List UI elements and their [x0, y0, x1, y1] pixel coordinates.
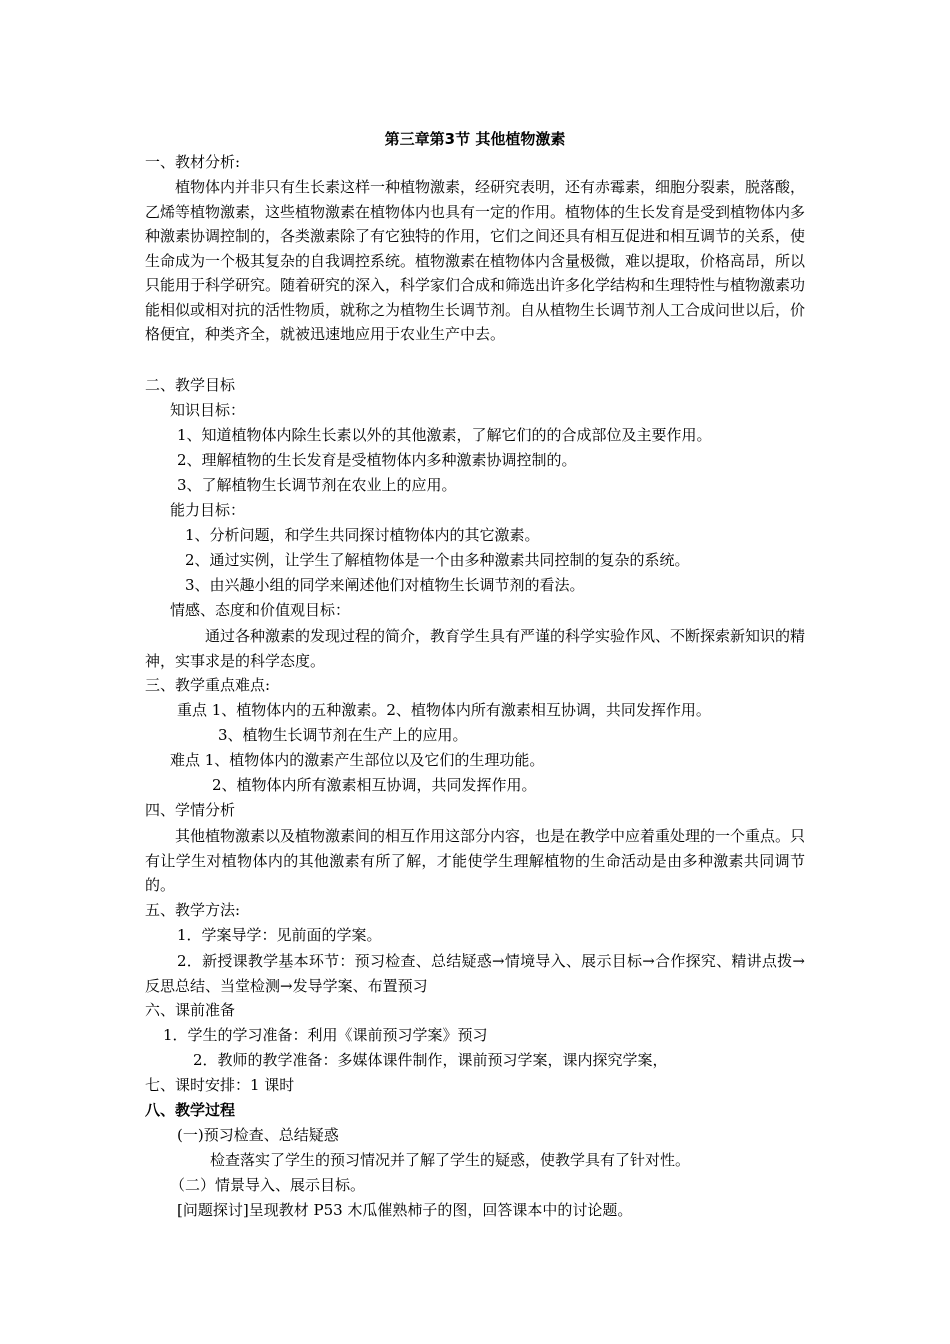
section-8-heading: 八、教学过程 — [145, 1101, 236, 1119]
process-step-1: (一)预习检查、总结疑惑 — [177, 1126, 339, 1144]
preparation-2: 2．教师的教学准备：多媒体课件制作，课前预习学案，课内探究学案， — [193, 1051, 668, 1069]
knowledge-goal-3: 3、了解植物生长调节剂在农业上的应用。 — [177, 476, 457, 494]
difficult-point-1: 难点 1、植物体内的激素产生部位以及它们的生理功能。 — [170, 751, 545, 769]
knowledge-goal-2: 2、理解植物的生长发育是受植物体内多种激素协调控制的。 — [177, 451, 577, 469]
knowledge-goals-label: 知识目标： — [170, 401, 246, 419]
ability-goals-label: 能力目标： — [170, 501, 246, 519]
section-2-heading: 二、教学目标 — [145, 376, 236, 394]
section-3-heading: 三、教学重点难点: — [145, 676, 271, 694]
process-step-2-text: [问题探讨]呈现教材 P53 木瓜催熟柿子的图，回答课本中的讨论题。 — [177, 1201, 633, 1219]
ability-goal-2: 2、通过实例，让学生了解植物体是一个由多种激素共同控制的复杂的系统。 — [185, 551, 690, 569]
process-step-2: （二）情景导入、展示目标。 — [170, 1176, 366, 1194]
section-1-heading: 一、教材分析: — [145, 153, 241, 171]
section-6-heading: 六、课前准备 — [145, 1001, 236, 1019]
knowledge-goal-1: 1、知道植物体内除生长素以外的其他激素，了解它们的的合成部位及主要作用。 — [177, 426, 712, 444]
section-1-paragraph: 植物体内并非只有生长素这样一种植物激素，经研究表明，还有赤霉素，细胞分裂素，脱落酸，乙烯等植物激素，这些植物激素在植物体内也具有一定的作用。植物体的生长发育是受到植物体内多种激素协调控制的，各类激素除了有它独特的作用，它们之间还具有相互促进和相互调节的关系，使生命成为一个极其复杂的自我调控系统。植物激素在植物体内含量极微，难以提取，价格高昂，所以只能用于科学研究。随着研究的深入，科学家们合成和筛选出许多化学结构和生理特性与植物激素功能相似或相对抗的活性物质，就称之为植物生长调节剂。自从植物生长调节剂人工合成问世以后，价格便宜，种类齐全，就被迅速地应用于农业生产中去。 — [145, 178, 806, 343]
ability-goal-3: 3、由兴趣小组的同学来阐述他们对植物生长调节剂的看法。 — [185, 576, 585, 594]
preparation-1: 1．学生的学习准备：利用《课前预习学案》预习 — [163, 1026, 488, 1044]
key-point-2: 3、植物生长调节剂在生产上的应用。 — [218, 726, 468, 744]
section-4-paragraph: 其他植物激素以及植物激素间的相互作用这部分内容，也是在教学中应着重处理的一个重点。只有让学生对植物体内的其他激素有所了解，才能使学生理解植物的生命活动是由多种激素共同调节的。 — [145, 827, 806, 894]
difficult-point-2: 2、植物体内所有激素相互协调，共同发挥作用。 — [212, 776, 537, 794]
key-point-1: 重点 1、植物体内的五种激素。2、植物体内所有激素相互协调，共同发挥作用。 — [177, 701, 711, 719]
document-title: 第三章第3节 其他植物激素 — [384, 130, 566, 148]
method-2: 2．新授课教学基本环节：预习检查、总结疑惑→情境导入、展示目标→合作探究、精讲点拨→反思总结、当堂检测→发导学案、布置预习 — [145, 952, 805, 995]
emotion-goals-paragraph: 通过各种激素的发现过程的简介，教育学生具有严谨的科学实验作风、不断探索新知识的精神，实事求是的科学态度。 — [145, 627, 806, 670]
method-1: 1．学案导学：见前面的学案。 — [177, 926, 382, 944]
section-7-heading: 七、课时安排：1 课时 — [145, 1076, 295, 1094]
process-step-1-text: 检查落实了学生的预习情况并了解了学生的疑惑，使教学具有了针对性。 — [210, 1151, 691, 1169]
section-5-heading: 五、教学方法: — [145, 901, 241, 919]
ability-goal-1: 1、分析问题，和学生共同探讨植物体内的其它激素。 — [185, 526, 540, 544]
emotion-goals-label: 情感、态度和价值观目标： — [170, 601, 351, 619]
section-4-heading: 四、学情分析 — [145, 801, 236, 819]
